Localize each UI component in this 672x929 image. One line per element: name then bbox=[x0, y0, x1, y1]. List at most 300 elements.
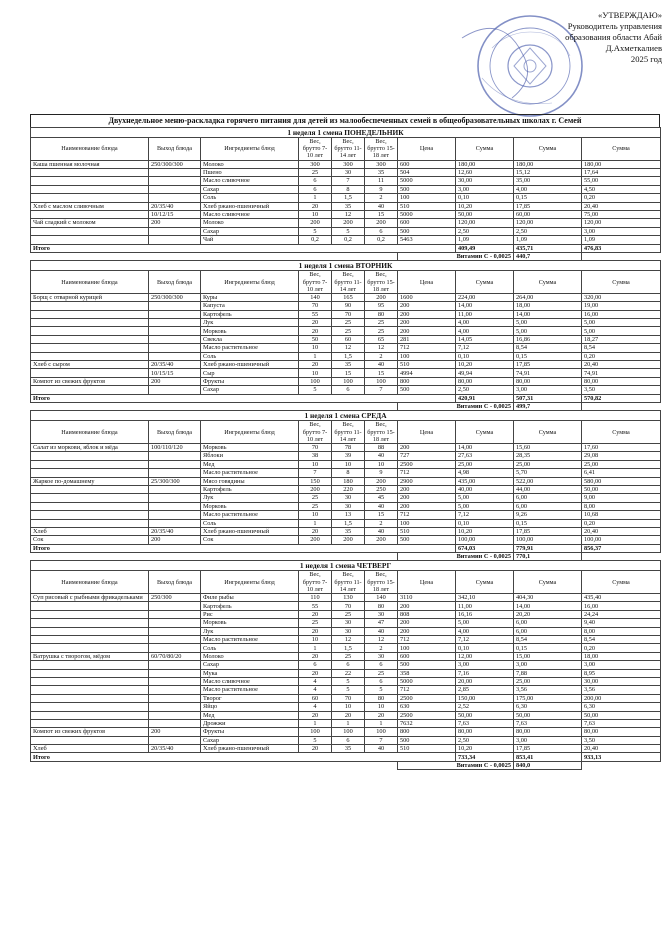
sum-15-18: 30,00 bbox=[582, 677, 661, 685]
ingredient-name: Соль bbox=[201, 194, 299, 202]
table-row bbox=[31, 627, 661, 635]
weight-11-14: 25 bbox=[332, 319, 365, 327]
header-sum-11-14: Сумма bbox=[514, 271, 582, 294]
sum-15-18: 74,91 bbox=[582, 369, 661, 377]
header-dish: Наименование блюда bbox=[31, 138, 149, 161]
ingredient-name: Молоко bbox=[201, 160, 299, 168]
sum-11-14: 0,15 bbox=[514, 194, 582, 202]
column-header-row bbox=[31, 271, 661, 294]
ingredient-name: Сок bbox=[201, 536, 299, 544]
weight-15-18: 40 bbox=[365, 361, 398, 369]
weight-11-14: 12 bbox=[332, 344, 365, 352]
ingredient-name: Масло сливочное bbox=[201, 677, 299, 685]
total-sum-7-10: 420,91 bbox=[456, 394, 514, 402]
dish-name bbox=[31, 185, 149, 193]
dish-yield bbox=[149, 319, 201, 327]
sum-15-18: 180,00 bbox=[582, 160, 661, 168]
dish-name bbox=[31, 511, 149, 519]
weight-11-14: 60 bbox=[332, 335, 365, 343]
sum-15-18: 580,00 bbox=[582, 477, 661, 485]
weight-15-18: 300 bbox=[365, 160, 398, 168]
sum-15-18: 20,40 bbox=[582, 527, 661, 535]
vitamin-spacer bbox=[31, 553, 398, 561]
dish-name: Хлеб bbox=[31, 527, 149, 535]
ingredient-name: Творог bbox=[201, 694, 299, 702]
sum-11-14: 1,09 bbox=[514, 236, 582, 244]
weight-7-10: 6 bbox=[299, 177, 332, 185]
price: 500 bbox=[398, 661, 456, 669]
sum-7-10: 14,00 bbox=[456, 302, 514, 310]
approval-signatory: Д.Ахметкалиев bbox=[605, 43, 662, 53]
sum-11-14: 7,88 bbox=[514, 669, 582, 677]
vitamin-value: 499,7 bbox=[514, 402, 582, 410]
ingredient-name: Масло растительное bbox=[201, 344, 299, 352]
sum-11-14: 18,00 bbox=[514, 302, 582, 310]
ingredient-name: Сыр bbox=[201, 369, 299, 377]
ingredient-name: Мед bbox=[201, 711, 299, 719]
sum-7-10: 12,00 bbox=[456, 652, 514, 660]
dish-name bbox=[31, 335, 149, 343]
sum-7-10: 4,00 bbox=[456, 327, 514, 335]
dish-name bbox=[31, 310, 149, 318]
weight-15-18: 11 bbox=[365, 177, 398, 185]
dish-name bbox=[31, 602, 149, 610]
sum-7-10: 180,00 bbox=[456, 160, 514, 168]
dish-yield: 20/35/40 bbox=[149, 745, 201, 753]
ingredient-name: Хлеб ржано-пшеничный bbox=[201, 202, 299, 210]
weight-7-10: 200 bbox=[299, 536, 332, 544]
total-sum-7-10: 733,34 bbox=[456, 753, 514, 761]
sum-15-18: 6,30 bbox=[582, 703, 661, 711]
day-label: 1 неделя 1 смена ПОНЕДЕЛЬНИК bbox=[31, 128, 661, 138]
dish-name bbox=[31, 460, 149, 468]
dish-name bbox=[31, 386, 149, 394]
weight-7-10: 4 bbox=[299, 677, 332, 685]
sum-11-14: 0,15 bbox=[514, 519, 582, 527]
sum-11-14: 0,15 bbox=[514, 352, 582, 360]
price: 200 bbox=[398, 602, 456, 610]
weight-11-14: 6 bbox=[332, 386, 365, 394]
dish-name bbox=[31, 636, 149, 644]
dish-yield bbox=[149, 661, 201, 669]
sum-7-10: 7,12 bbox=[456, 636, 514, 644]
sum-15-18: 100,00 bbox=[582, 536, 661, 544]
sum-11-14: 6,00 bbox=[514, 502, 582, 510]
dish-yield bbox=[149, 236, 201, 244]
dish-yield bbox=[149, 677, 201, 685]
dish-yield: 20/35/40 bbox=[149, 202, 201, 210]
header-weight-7-10: Вес, брутто 7-10 лет bbox=[299, 421, 332, 444]
weight-7-10: 1 bbox=[299, 194, 332, 202]
vitamin-row bbox=[31, 252, 661, 260]
ingredient-name: Фрукты bbox=[201, 728, 299, 736]
table-row bbox=[31, 352, 661, 360]
weight-15-18: 45 bbox=[365, 494, 398, 502]
table-row bbox=[31, 335, 661, 343]
price: 510 bbox=[398, 202, 456, 210]
table-row bbox=[31, 310, 661, 318]
dish-yield: 250/300/300 bbox=[149, 160, 201, 168]
weight-15-18: 40 bbox=[365, 527, 398, 535]
weight-15-18: 9 bbox=[365, 469, 398, 477]
dish-yield: 200 bbox=[149, 536, 201, 544]
weight-15-18: 40 bbox=[365, 202, 398, 210]
sum-15-18: 4,50 bbox=[582, 185, 661, 193]
price: 712 bbox=[398, 636, 456, 644]
table-row bbox=[31, 602, 661, 610]
weight-15-18: 100 bbox=[365, 728, 398, 736]
ingredient-name: Масло сливочное bbox=[201, 177, 299, 185]
sum-15-18: 17,60 bbox=[582, 443, 661, 451]
dish-name: Хлеб bbox=[31, 745, 149, 753]
sum-11-14: 3,00 bbox=[514, 736, 582, 744]
weight-15-18: 2 bbox=[365, 352, 398, 360]
sum-15-18: 8,95 bbox=[582, 669, 661, 677]
sum-15-18: 20,40 bbox=[582, 361, 661, 369]
weight-11-14: 165 bbox=[332, 293, 365, 301]
dish-name bbox=[31, 352, 149, 360]
weight-15-18: 1 bbox=[365, 719, 398, 727]
header-sum-7-10: Сумма bbox=[456, 138, 514, 161]
sum-7-10: 14,05 bbox=[456, 335, 514, 343]
approval-year: 2025 год bbox=[630, 54, 662, 64]
sum-11-14: 2,50 bbox=[514, 227, 582, 235]
dish-name bbox=[31, 169, 149, 177]
dish-name bbox=[31, 227, 149, 235]
sum-7-10: 50,00 bbox=[456, 711, 514, 719]
weight-15-18: 7 bbox=[365, 386, 398, 394]
weight-15-18: 88 bbox=[365, 443, 398, 451]
price: 1600 bbox=[398, 293, 456, 301]
dish-yield bbox=[149, 736, 201, 744]
dish-yield bbox=[149, 610, 201, 618]
dish-name bbox=[31, 369, 149, 377]
table-row bbox=[31, 711, 661, 719]
sum-11-14: 14,00 bbox=[514, 602, 582, 610]
ingredient-name: Хлеб ржано-пшеничный bbox=[201, 527, 299, 535]
weight-7-10: 20 bbox=[299, 319, 332, 327]
weight-11-14: 130 bbox=[332, 594, 365, 602]
total-label: Итого bbox=[31, 394, 456, 402]
dish-yield bbox=[149, 485, 201, 493]
price: 2500 bbox=[398, 694, 456, 702]
price: 630 bbox=[398, 703, 456, 711]
table-row bbox=[31, 652, 661, 660]
weight-15-18: 6 bbox=[365, 661, 398, 669]
dish-name bbox=[31, 236, 149, 244]
weight-11-14: 25 bbox=[332, 327, 365, 335]
sum-11-14: 5,00 bbox=[514, 319, 582, 327]
price: 510 bbox=[398, 527, 456, 535]
sum-15-18: 9,00 bbox=[582, 494, 661, 502]
ingredient-name: Капуста bbox=[201, 302, 299, 310]
sum-7-10: 10,20 bbox=[456, 527, 514, 535]
price: 510 bbox=[398, 745, 456, 753]
sum-15-18: 8,54 bbox=[582, 344, 661, 352]
dish-name bbox=[31, 452, 149, 460]
dish-yield: 10/15/15 bbox=[149, 369, 201, 377]
ingredient-name: Куры bbox=[201, 293, 299, 301]
day-header bbox=[31, 561, 661, 571]
weight-7-10: 70 bbox=[299, 443, 332, 451]
sum-15-18: 0,20 bbox=[582, 352, 661, 360]
dish-name bbox=[31, 719, 149, 727]
price: 200 bbox=[398, 502, 456, 510]
vitamin-empty bbox=[582, 402, 661, 410]
weight-7-10: 4 bbox=[299, 686, 332, 694]
weight-7-10: 50 bbox=[299, 335, 332, 343]
sum-11-14: 6,00 bbox=[514, 619, 582, 627]
ingredient-name: Молоко bbox=[201, 652, 299, 660]
dish-yield bbox=[149, 227, 201, 235]
total-label: Итого bbox=[31, 753, 456, 761]
vitamin-value: 840,0 bbox=[514, 761, 582, 769]
price: 200 bbox=[398, 327, 456, 335]
table-row bbox=[31, 502, 661, 510]
total-sum-7-10: 409,49 bbox=[456, 244, 514, 252]
total-row bbox=[31, 544, 661, 552]
table-row bbox=[31, 594, 661, 602]
sum-15-18: 80,00 bbox=[582, 377, 661, 385]
dish-name bbox=[31, 469, 149, 477]
dish-yield: 200 bbox=[149, 377, 201, 385]
sum-11-14: 17,85 bbox=[514, 361, 582, 369]
sum-15-18: 8,00 bbox=[582, 502, 661, 510]
dish-yield: 200 bbox=[149, 728, 201, 736]
price: 5000 bbox=[398, 177, 456, 185]
weight-7-10: 5 bbox=[299, 227, 332, 235]
dish-name: Борщ с отварной курицей bbox=[31, 293, 149, 301]
sum-15-18: 16,00 bbox=[582, 310, 661, 318]
sum-7-10: 100,00 bbox=[456, 536, 514, 544]
sum-7-10: 7,12 bbox=[456, 511, 514, 519]
sum-15-18: 17,64 bbox=[582, 169, 661, 177]
dish-name: Сок bbox=[31, 536, 149, 544]
dish-name bbox=[31, 619, 149, 627]
sum-7-10: 1,09 bbox=[456, 236, 514, 244]
sum-7-10: 80,00 bbox=[456, 377, 514, 385]
ingredient-name: Яблоки bbox=[201, 452, 299, 460]
dish-yield bbox=[149, 511, 201, 519]
ingredient-name: Сахар bbox=[201, 661, 299, 669]
vitamin-row bbox=[31, 402, 661, 410]
sum-15-18: 24,24 bbox=[582, 610, 661, 618]
weight-11-14: 200 bbox=[332, 219, 365, 227]
header-sum-15-18: Сумма bbox=[582, 271, 661, 294]
price: 100 bbox=[398, 352, 456, 360]
weight-7-10: 200 bbox=[299, 485, 332, 493]
price: 800 bbox=[398, 728, 456, 736]
table-row bbox=[31, 185, 661, 193]
sum-7-10: 20,00 bbox=[456, 677, 514, 685]
sum-15-18: 435,40 bbox=[582, 594, 661, 602]
total-sum-11-14: 853,41 bbox=[514, 753, 582, 761]
table-row bbox=[31, 519, 661, 527]
dish-name: Каша пшенная молочная bbox=[31, 160, 149, 168]
weight-15-18: 2 bbox=[365, 194, 398, 202]
ingredient-name: Соль bbox=[201, 519, 299, 527]
total-row bbox=[31, 753, 661, 761]
header-weight-15-18: Вес, брутто 15-18 лет bbox=[365, 421, 398, 444]
weight-11-14: 220 bbox=[332, 485, 365, 493]
total-sum-15-18: 933,13 bbox=[582, 753, 661, 761]
weight-11-14: 39 bbox=[332, 452, 365, 460]
dish-yield: 60/70/80/20 bbox=[149, 652, 201, 660]
vitamin-value: 440,7 bbox=[514, 252, 582, 260]
sum-15-18: 16,00 bbox=[582, 602, 661, 610]
sum-15-18: 8,00 bbox=[582, 627, 661, 635]
sum-15-18: 80,00 bbox=[582, 728, 661, 736]
dish-name: Суп рисовый с рыбными фрикадельками bbox=[31, 594, 149, 602]
total-sum-15-18: 856,37 bbox=[582, 544, 661, 552]
dish-name bbox=[31, 661, 149, 669]
table-row bbox=[31, 494, 661, 502]
vitamin-label: Витамин С - 0,0025 bbox=[398, 553, 514, 561]
header-price: Цена bbox=[398, 138, 456, 161]
sum-11-14: 25,00 bbox=[514, 460, 582, 468]
sum-7-10: 25,00 bbox=[456, 460, 514, 468]
weight-7-10: 5 bbox=[299, 386, 332, 394]
table-row bbox=[31, 202, 661, 210]
weight-15-18: 200 bbox=[365, 293, 398, 301]
weight-15-18: 30 bbox=[365, 652, 398, 660]
weight-11-14: 1 bbox=[332, 719, 365, 727]
header-sum-15-18: Сумма bbox=[582, 571, 661, 594]
sum-15-18: 0,20 bbox=[582, 519, 661, 527]
weight-7-10: 100 bbox=[299, 728, 332, 736]
dish-yield bbox=[149, 602, 201, 610]
weight-11-14: 30 bbox=[332, 502, 365, 510]
price: 200 bbox=[398, 627, 456, 635]
weight-7-10: 110 bbox=[299, 594, 332, 602]
dish-yield bbox=[149, 502, 201, 510]
price: 808 bbox=[398, 610, 456, 618]
ingredient-name: Рис bbox=[201, 610, 299, 618]
sum-15-18: 75,00 bbox=[582, 210, 661, 218]
menu-body bbox=[31, 128, 661, 770]
document-title: Двухнедельное меню-раскладка горячего питания для детей из малообеспеченных семей в общеобразовательных школах г. Семей bbox=[30, 114, 660, 127]
weight-7-10: 25 bbox=[299, 502, 332, 510]
sum-11-14: 180,00 bbox=[514, 160, 582, 168]
price: 100 bbox=[398, 519, 456, 527]
header-weight-7-10: Вес, брутто 7-10 лет bbox=[299, 571, 332, 594]
price: 3110 bbox=[398, 594, 456, 602]
sum-7-10: 16,16 bbox=[456, 610, 514, 618]
dish-name: Чай сладкий с молоком bbox=[31, 219, 149, 227]
ingredient-name: Морковь bbox=[201, 327, 299, 335]
sum-11-14: 28,35 bbox=[514, 452, 582, 460]
sum-11-14: 522,00 bbox=[514, 477, 582, 485]
sum-7-10: 4,98 bbox=[456, 469, 514, 477]
sum-7-10: 3,00 bbox=[456, 185, 514, 193]
weight-11-14: 12 bbox=[332, 636, 365, 644]
weight-11-14: 25 bbox=[332, 652, 365, 660]
dish-name bbox=[31, 644, 149, 652]
dish-yield bbox=[149, 335, 201, 343]
ingredient-name: Чай bbox=[201, 236, 299, 244]
total-sum-7-10: 674,03 bbox=[456, 544, 514, 552]
weight-11-14: 1,5 bbox=[332, 194, 365, 202]
total-sum-15-18: 570,82 bbox=[582, 394, 661, 402]
sum-15-18: 3,50 bbox=[582, 386, 661, 394]
weight-7-10: 300 bbox=[299, 160, 332, 168]
table-row bbox=[31, 703, 661, 711]
weight-11-14: 25 bbox=[332, 610, 365, 618]
ingredient-name: Масло растительное bbox=[201, 511, 299, 519]
price: 7632 bbox=[398, 719, 456, 727]
dish-name bbox=[31, 711, 149, 719]
weight-11-14: 78 bbox=[332, 443, 365, 451]
sum-7-10: 0,10 bbox=[456, 352, 514, 360]
ingredient-name: Картофель bbox=[201, 485, 299, 493]
weight-11-14: 5 bbox=[332, 677, 365, 685]
dish-yield: 10/12/15 bbox=[149, 210, 201, 218]
price: 712 bbox=[398, 344, 456, 352]
vitamin-label: Витамин С - 0,0025 bbox=[398, 402, 514, 410]
weight-7-10: 6 bbox=[299, 185, 332, 193]
sum-15-18: 3,50 bbox=[582, 736, 661, 744]
ingredient-name: Лук bbox=[201, 627, 299, 635]
dish-yield bbox=[149, 636, 201, 644]
weight-15-18: 15 bbox=[365, 210, 398, 218]
sum-11-14: 6,00 bbox=[514, 627, 582, 635]
weight-7-10: 25 bbox=[299, 619, 332, 627]
header-sum-11-14: Сумма bbox=[514, 571, 582, 594]
table-row bbox=[31, 169, 661, 177]
dish-yield bbox=[149, 185, 201, 193]
weight-11-14: 35 bbox=[332, 202, 365, 210]
vitamin-spacer bbox=[31, 761, 398, 769]
dish-yield bbox=[149, 327, 201, 335]
weight-7-10: 7 bbox=[299, 469, 332, 477]
weight-11-14: 13 bbox=[332, 511, 365, 519]
sum-15-18: 18,27 bbox=[582, 335, 661, 343]
weight-7-10: 55 bbox=[299, 602, 332, 610]
sum-7-10: 49,94 bbox=[456, 369, 514, 377]
weight-11-14: 70 bbox=[332, 694, 365, 702]
weight-11-14: 90 bbox=[332, 302, 365, 310]
weight-15-18: 12 bbox=[365, 636, 398, 644]
price: 100 bbox=[398, 644, 456, 652]
header-yield: Выход блюда bbox=[149, 271, 201, 294]
column-header-row bbox=[31, 571, 661, 594]
weight-7-10: 20 bbox=[299, 610, 332, 618]
header-price: Цена bbox=[398, 421, 456, 444]
price: 712 bbox=[398, 686, 456, 694]
table-row bbox=[31, 344, 661, 352]
dish-name: Хлеб с маслом сливочным bbox=[31, 202, 149, 210]
table-row bbox=[31, 527, 661, 535]
dish-name: Ватрушка с творогом, мёдом bbox=[31, 652, 149, 660]
vitamin-empty bbox=[582, 761, 661, 769]
weight-11-14: 5 bbox=[332, 686, 365, 694]
sum-11-14: 5,00 bbox=[514, 327, 582, 335]
price: 500 bbox=[398, 386, 456, 394]
weight-15-18: 40 bbox=[365, 502, 398, 510]
price: 200 bbox=[398, 310, 456, 318]
dish-yield bbox=[149, 460, 201, 468]
price: 600 bbox=[398, 219, 456, 227]
ingredient-name: Фрукты bbox=[201, 377, 299, 385]
price: 5000 bbox=[398, 677, 456, 685]
sum-15-18: 3,00 bbox=[582, 227, 661, 235]
sum-11-14: 4,00 bbox=[514, 185, 582, 193]
weight-11-14: 6 bbox=[332, 661, 365, 669]
ingredient-name: Картофель bbox=[201, 310, 299, 318]
dish-yield bbox=[149, 194, 201, 202]
sum-7-10: 3,00 bbox=[456, 661, 514, 669]
weight-15-18: 200 bbox=[365, 477, 398, 485]
